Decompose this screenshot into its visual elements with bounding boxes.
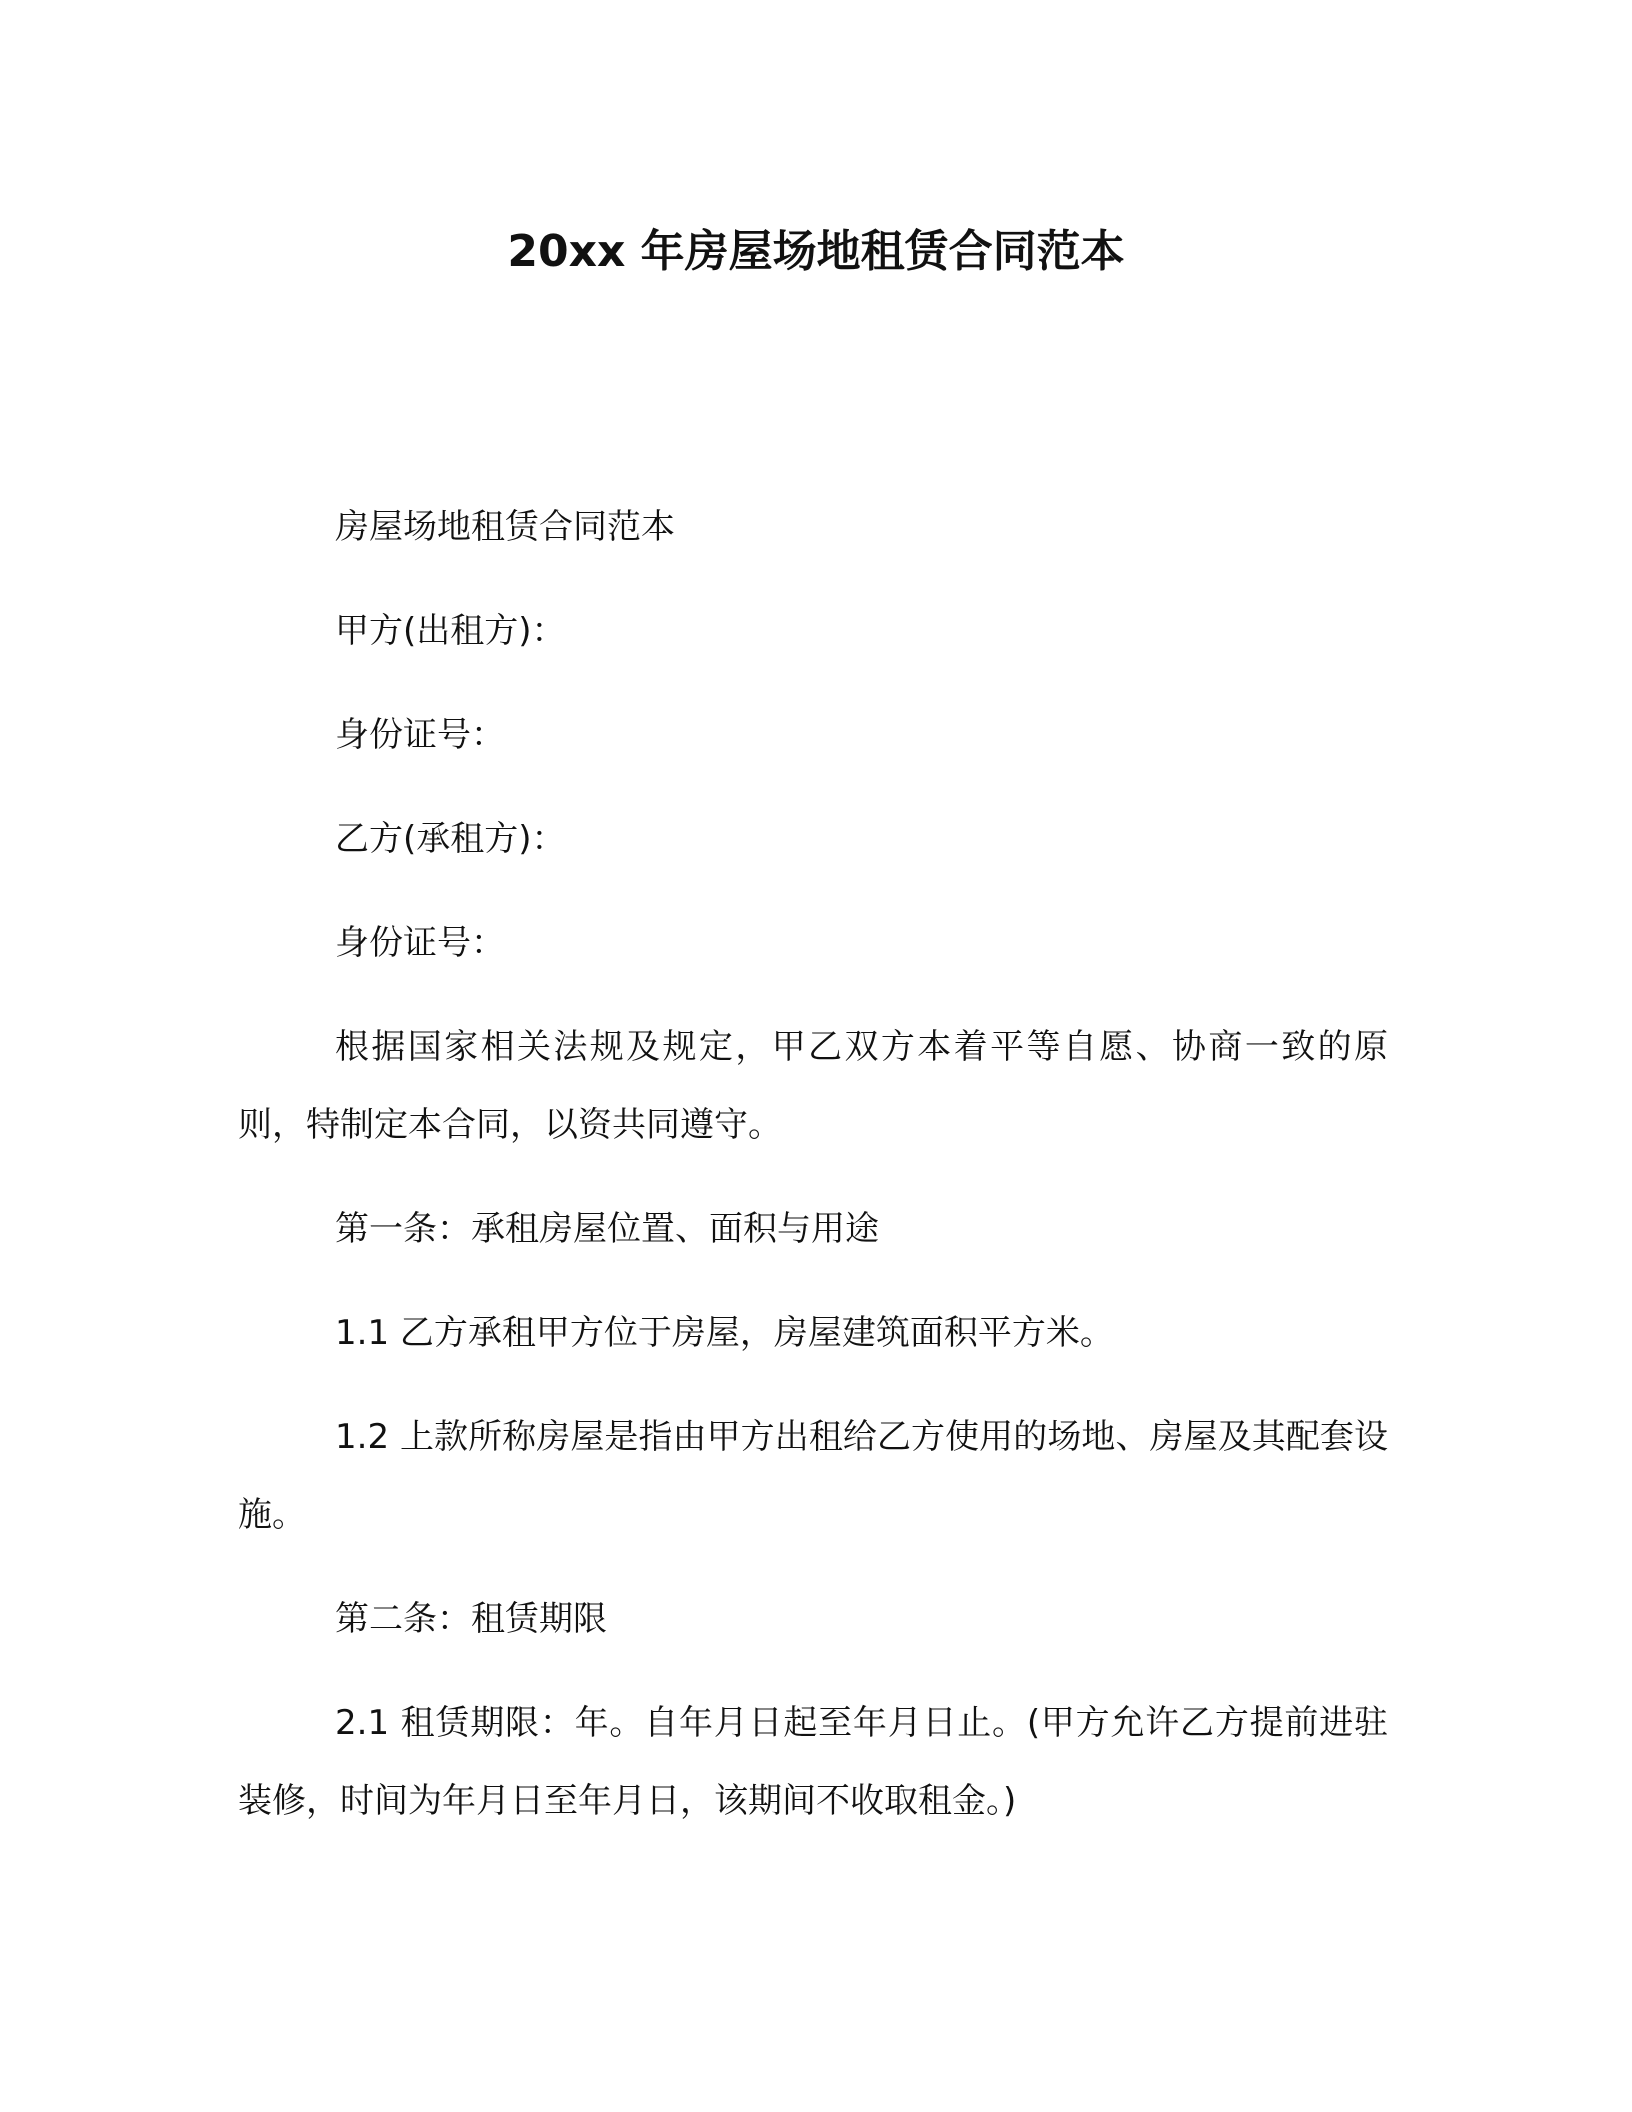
- contract-heading: 房屋场地租赁合同范本: [335, 507, 675, 547]
- clause-2-1: 2.1 租赁期限：年。自年月日起至年月日止。(甲方允许乙方提前进驻装修，时间为年月日至年月日，该期间不收取租金。): [238, 1703, 1388, 1821]
- article-2-heading: 第二条：租赁期限: [335, 1599, 607, 1639]
- clause-1-2: 1.2 上款所称房屋是指由甲方出租给乙方使用的场地、房屋及其配套设施。: [238, 1417, 1388, 1535]
- party-b-line: 乙方(承租方)：: [335, 819, 566, 859]
- preamble-paragraph: 根据国家相关法规及规定，甲乙双方本着平等自愿、协商一致的原则，特制定本合同，以资共同遵守。: [238, 1027, 1388, 1145]
- document-body: [238, 488, 1388, 1866]
- article-1-heading: 第一条：承租房屋位置、面积与用途: [335, 1209, 879, 1249]
- party-b-id-line: 身份证号：: [335, 923, 505, 963]
- party-a-id-line: 身份证号：: [335, 715, 505, 755]
- party-a-line: 甲方(出租方)：: [335, 611, 566, 651]
- clause-1-1: 1.1 乙方承租甲方位于房屋，房屋建筑面积平方米。: [335, 1313, 1114, 1353]
- document-title: 20xx 年房屋场地租赁合同范本: [507, 226, 1125, 277]
